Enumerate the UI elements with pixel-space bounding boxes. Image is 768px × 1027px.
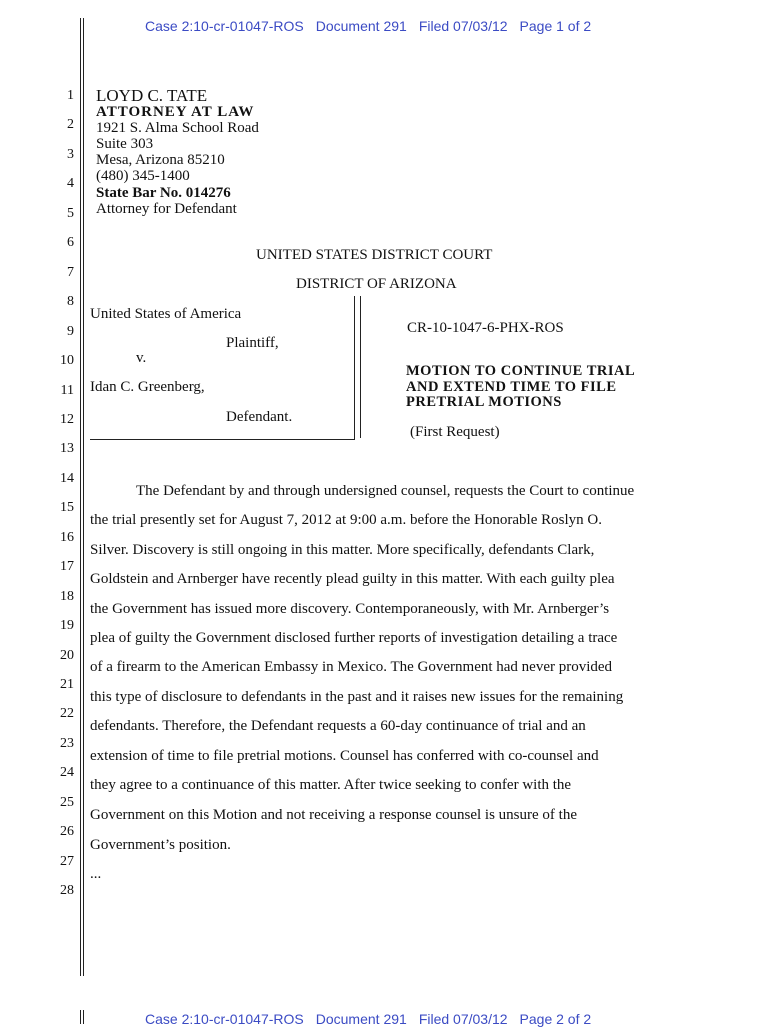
line-number: 21 <box>60 677 74 692</box>
line-number: 2 <box>67 117 74 133</box>
line-number: 11 <box>60 382 74 398</box>
request-number: (First Request) <box>410 424 500 440</box>
margin-rule-left <box>80 18 81 976</box>
page-indicator-header: Page 2 of 2 <box>519 1011 592 1027</box>
line-number: 24 <box>60 765 74 781</box>
line-number: 5 <box>67 205 74 221</box>
document-number-header: Document 291 <box>315 18 407 34</box>
body-line: The Defendant by and through undersigned counsel, requests the Court to continue <box>136 483 635 499</box>
case-number: CR-10-1047-6-PHX-ROS <box>407 320 564 336</box>
defendant-name: Idan C. Greenberg, <box>90 379 205 395</box>
motion-title-line: MOTION TO CONTINUE TRIAL <box>406 363 636 379</box>
motion-title-line: AND EXTEND TIME TO FILE <box>406 378 617 395</box>
body-line: Silver. Discovery is still ongoing in this matter. More specifically, defendants Clark, <box>90 542 595 558</box>
attorney-city: Mesa, Arizona 85210 <box>96 152 225 168</box>
attorney-role: Attorney for Defendant <box>96 201 237 217</box>
line-number: 16 <box>60 529 74 545</box>
next-page-margin-rule-right <box>83 1010 84 1024</box>
line-number: 12 <box>60 411 74 427</box>
line-number: 14 <box>60 470 74 486</box>
motion-title-line: PRETRIAL MOTIONS <box>406 394 562 410</box>
line-number: 10 <box>60 353 74 369</box>
line-number: 1 <box>67 88 74 103</box>
line-number: 19 <box>60 618 74 634</box>
attorney-title: ATTORNEY AT LAW <box>96 104 255 120</box>
attorney-bar-number: State Bar No. 014276 <box>96 185 231 201</box>
caption-divider-left <box>354 296 355 440</box>
line-number: 28 <box>60 883 74 899</box>
caption-bottom-rule <box>90 439 355 440</box>
body-line: the trial presently set for August 7, 2012 at 9:00 a.m. before the Honorable Roslyn O. <box>90 512 602 528</box>
body-line: of a firearm to the American Embassy in Mexico. The Government had never provided <box>90 659 613 675</box>
page-header <box>145 18 591 34</box>
line-number: 25 <box>60 794 74 810</box>
case-number-header: Case 2:10-cr-01047-ROS <box>145 18 304 34</box>
attorney-phone: (480) 345-1400 <box>96 168 190 184</box>
line-number: 20 <box>60 647 74 663</box>
body-line: plea of guilty the Government disclosed further reports of investigation detailing a trace <box>90 630 618 646</box>
ellipsis: ... <box>90 866 102 882</box>
filed-date-header: Filed 07/03/12 <box>418 1011 508 1027</box>
plaintiff-name: United States of America <box>90 306 242 322</box>
court-name: UNITED STATES DISTRICT COURT <box>256 247 493 263</box>
next-page-margin-rule-left <box>80 1010 81 1024</box>
body-line: Goldstein and Arnberger have recently plead guilty in this matter. With each guilty plea <box>90 571 615 587</box>
line-number: 3 <box>67 146 74 162</box>
case-number-header: Case 2:10-cr-01047-ROS <box>145 1011 304 1027</box>
attorney-address-line1: 1921 S. Alma School Road <box>96 120 259 136</box>
body-line: Government’s position. <box>90 837 231 853</box>
line-number: 8 <box>67 294 74 310</box>
attorney-address-line2: Suite 303 <box>96 136 154 152</box>
caption-divider-right <box>360 296 361 438</box>
page-indicator-header: Page 1 of 2 <box>519 18 592 34</box>
court-district: DISTRICT OF ARIZONA <box>296 276 457 292</box>
line-number: 13 <box>60 441 74 457</box>
defendant-label: Defendant. <box>226 409 293 425</box>
body-line: they agree to a continuance of this matter. After twice seeking to confer with the <box>90 777 572 793</box>
line-number: 4 <box>67 176 74 192</box>
body-line: Government on this Motion and not receiving a response counsel is unsure of the <box>90 807 577 823</box>
margin-rule-right <box>83 18 84 976</box>
line-number: 9 <box>67 323 74 339</box>
line-number: 18 <box>60 588 74 604</box>
line-number: 22 <box>60 706 74 722</box>
body-line: this type of disclosure to defendants in the past and it raises new issues for the remaining <box>90 689 624 705</box>
body-line: defendants. Therefore, the Defendant requests a 60-day continuance of trial and an <box>90 718 586 734</box>
plaintiff-label: Plaintiff, <box>226 335 279 351</box>
versus: v. <box>136 350 147 366</box>
line-number: 23 <box>60 735 74 751</box>
line-number: 17 <box>60 559 74 575</box>
line-number: 7 <box>67 264 74 280</box>
attorney-name: LOYD C. TATE <box>96 86 208 105</box>
body-line: extension of time to file pretrial motions. Counsel has conferred with co-counsel and <box>90 748 599 764</box>
next-page-header <box>145 1011 591 1027</box>
document-number-header: Document 291 <box>315 1011 407 1027</box>
line-number: 6 <box>67 235 74 251</box>
body-line: the Government has issued more discovery. Contemporaneously, with Mr. Arnberger’s <box>90 601 610 617</box>
line-number: 15 <box>60 500 74 516</box>
motion-title <box>406 364 635 411</box>
line-number: 27 <box>60 853 74 869</box>
line-number: 26 <box>60 824 74 840</box>
filed-date-header: Filed 07/03/12 <box>418 18 508 34</box>
